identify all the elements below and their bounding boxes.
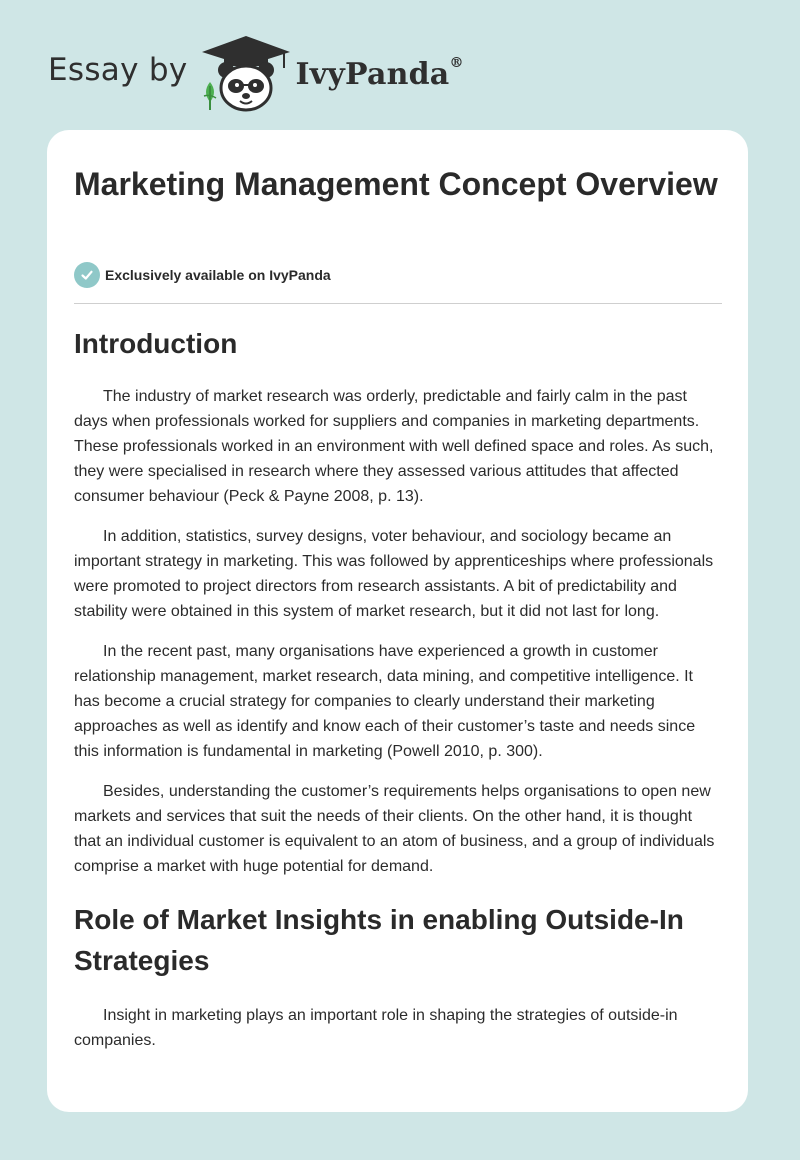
check-icon — [74, 262, 100, 288]
paragraph: Besides, understanding the customer’s requirements helps organisations to open new markets and services that suit the needs of their clients. On the other hand, it is thought that an individual customer is equivalent to an atom of business, and a group of individuals comprise a market with huge potential for demand. — [74, 783, 715, 875]
exclusive-badge-label: Exclusively available on IvyPanda — [105, 267, 331, 283]
registered-mark: ® — [449, 54, 464, 71]
section-heading-market-insights: Role of Market Insights in enabling Outside-In Strategies — [74, 904, 684, 976]
panda-mascot-icon — [200, 34, 292, 114]
brand-name[interactable]: IvyPanda® — [295, 54, 464, 92]
essay-card — [47, 130, 748, 1112]
paragraph: The industry of market research was orderly, predictable and fairly calm in the past days when professionals worked for suppliers and companies in marketing departments. These professionals worked in an environment with well defined space and roles. As such, they were specialised in research where they assessed various attitudes that affected consumer behaviour (Peck & Payne 2008, p. 13). — [74, 388, 714, 505]
essay-by-label: Essay by — [48, 52, 188, 88]
section-heading-introduction: Introduction — [74, 328, 238, 359]
article-body — [74, 326, 722, 1068]
title-divider — [74, 303, 722, 304]
paragraph: Insight in marketing plays an important role in shaping the strategies of outside-in companies. — [74, 1007, 678, 1049]
exclusive-badge — [74, 262, 331, 288]
page-title: Marketing Management Concept Overview — [74, 166, 718, 202]
paragraph: In addition, statistics, survey designs, voter behaviour, and sociology became an important strategy in marketing. This was followed by apprenticeships where professionals were promoted to project directors from research assistants. A bit of predictability and stability were obtained in this system of market research, but it did not last for long. — [74, 528, 714, 620]
site-header — [48, 34, 464, 114]
paragraph: In the recent past, many organisations have experienced a growth in customer relationship management, market research, data mining, and competitive intelligence. It has become a crucial strategy for companies to clearly understand their marketing approaches as well as identify and know each of their customer’s taste and needs since this information is fundamental in marketing (Powell 2010, p. 300). — [74, 643, 696, 760]
